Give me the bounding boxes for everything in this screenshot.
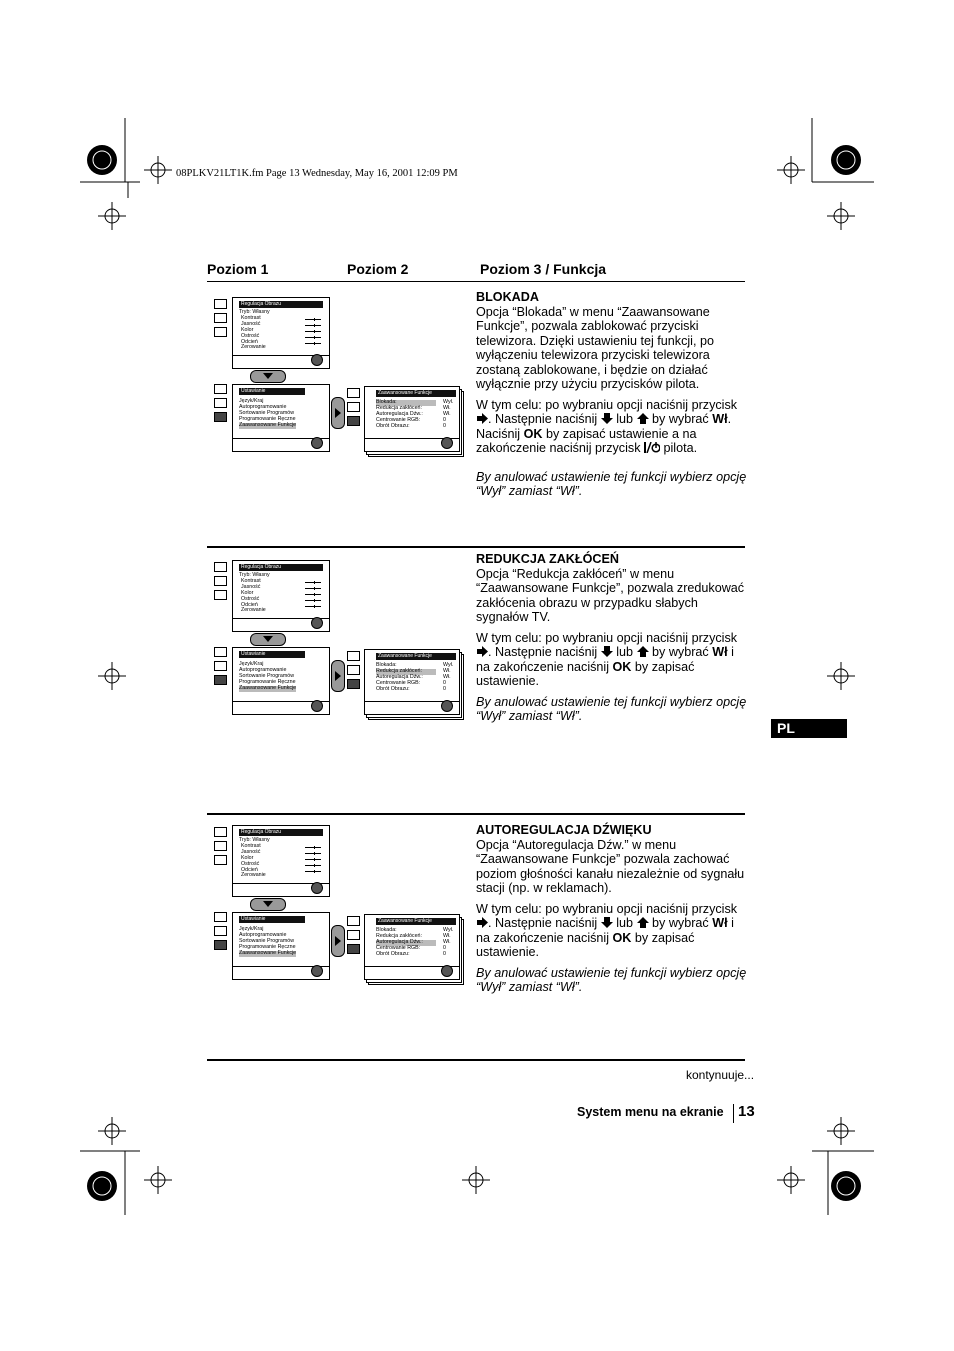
menu-rows [376,928,436,958]
menu-row: Blokada: [376,927,397,933]
picture-menu-icon [214,647,227,657]
menu-row: Sortowanie Programów [239,409,295,416]
menu-row: Blokada: [376,662,397,668]
clock-menu-icon [214,576,227,586]
menu-row: Odcień [241,338,258,345]
setup-menu-icon [347,944,360,954]
ok-icon [311,437,323,449]
menu-value: 0 [443,685,446,692]
menu-row: Jasność [241,583,261,590]
menu-title: Zaawansowane Funkcje [376,653,456,660]
menu-row: Centrowanie RGB: [376,679,421,686]
setup-menu-icon [347,679,360,689]
menu-value: 0 [443,950,446,957]
section-description: Opcja “Autoregulacja Dźw.” w menu “Zaawansowane Funkcje” pozwala zachować poziom głośności kanału niezależnie od sygnału stacji (np. w reklamach). [476,837,745,895]
header-level3: Poziom 3 / Funkcja [480,261,607,277]
menu-screen-level1 [232,825,330,897]
setup-menu-icon [214,675,227,685]
level-slider [305,582,321,583]
ok-icon [311,700,323,712]
menu-row: Kontrast [241,842,261,849]
menu-value: Wł. [443,932,451,939]
menu-row: Ostrość [241,595,260,602]
menu-row: Redukcja zakłóceń: [376,669,436,675]
section-instructions: W tym celu: po wybraniu opcji naciśnij przycisk . Następnie naciśnij lub by wybrać Wł i na zakończenie naciśnij OK by zapisać ustawienie. [476,901,738,959]
menu-value: 0 [443,944,446,951]
menu-row: Autoregulacja Dźw.: [376,673,423,680]
menu-row: Język/Kraj [239,398,264,404]
menu-value: Wł. [443,673,451,680]
section-title: BLOKADA [476,290,539,304]
menu-value: Wył. [443,927,454,933]
arrow-right-icon [476,413,488,424]
arrow-right-icon [476,646,488,657]
level-slider [305,319,321,320]
setup-menu-icon [214,855,227,865]
menu-rows [376,663,436,693]
menu-row: Jasność [241,848,261,855]
level-slider [305,325,321,326]
menu-row: Język/Kraj [239,661,264,667]
section-cancel-note: By anulować ustawienie tej funkcji wybierz opcję “Wył” zamiast “Wł”. [476,469,747,498]
menu-row: Kolor [241,326,254,333]
level-slider [305,588,321,589]
setup-menu-icon [214,412,227,422]
menu-value: Wł. [443,667,451,674]
menu-value: Wł. [443,404,451,411]
ok-icon [311,882,323,894]
ok-icon [441,700,453,712]
header-level2: Poziom 2 [347,261,409,277]
menu-row: Autoregulacja Dźw.: [376,410,423,417]
setup-menu-icon [347,416,360,426]
menu-row: Centrowanie RGB: [376,944,421,951]
clock-menu-icon [214,398,227,408]
clock-menu-icon [214,661,227,671]
picture-menu-icon [214,562,227,572]
menu-value: Wł. [443,410,451,417]
section-autoregulacja [476,823,751,1001]
setup-menu-icon [214,940,227,950]
menu-row: Odcień [241,866,258,873]
down-arrow-icon [250,370,286,383]
menu-screen-level2 [232,912,330,980]
footer-section-title: System menu na ekranie [577,1105,724,1119]
menu-row: Zerowanie [241,607,266,614]
down-arrow-icon [250,633,286,646]
menu-rows [239,399,296,429]
ok-icon [311,354,323,366]
section-instructions: W tym celu: po wybraniu opcji naciśnij przycisk . Następnie naciśnij lub by wybrać Wł. Naciśnij OK by zapisać ustawienie a na zakończenie naciśnij przycisk pilota. [476,397,738,455]
menu-row: Kontrast [241,577,261,584]
header-level1: Poziom 1 [207,261,269,277]
ok-icon [311,965,323,977]
menu-row: Język/Kraj [239,926,264,932]
level-slider [305,606,321,607]
clock-menu-icon [214,313,227,323]
level-slider [305,337,321,338]
section-description: Opcja “Redukcja zakłóceń” w menu “Zaawansowane Funkcje”, pozwala zredukować zakłócenia obrazu w przypadku słabych sygnałów TV. [476,566,745,624]
menu-title: Regulacja Obrazu [239,829,323,836]
clock-menu-icon [347,402,360,412]
menu-row: Kolor [241,854,254,861]
menu-row: Autoprogramowanie [239,666,287,673]
section-redukcja [476,552,751,730]
arrow-up-icon [637,413,649,424]
ok-icon [441,965,453,977]
setup-menu-icon [214,327,227,337]
section-cancel-note: By anulować ustawienie tej funkcji wybierz opcję “Wył” zamiast “Wł”. [476,694,747,723]
right-arrow-icon [331,660,345,692]
menu-value: Wył. [443,399,454,405]
section-divider [207,1059,745,1061]
level-slider [305,853,321,854]
menu-rows [239,662,296,692]
arrow-down-icon [601,646,613,657]
level-slider [305,871,321,872]
menu-value: 0 [443,422,446,429]
menu-row: Obrót Obrazu: [376,685,410,692]
menu-row: Sortowanie Programów [239,672,295,679]
menu-title: Zaawansowane Funkcje [376,390,456,397]
menu-row: Redukcja zakłóceń: [376,932,422,939]
menu-rows [239,573,270,614]
page-number: 13 [738,1103,755,1120]
continues-note: kontynuuje... [686,1068,755,1082]
section-blokada [476,290,751,505]
menu-title: Regulacja Obrazu [239,564,323,571]
menu-screen-level3 [364,386,460,452]
menu-row: Autoregulacja Dźw.: [376,940,436,946]
menu-row: Jasność [241,320,261,327]
menu-row: Kontrast [241,314,261,321]
menu-screen-level3 [364,649,460,715]
menu-row: Redukcja zakłóceń: [376,404,422,411]
level-slider [305,594,321,595]
menu-rows [376,400,436,430]
setup-menu-icon [214,590,227,600]
clock-menu-icon [214,926,227,936]
standby-icon [644,442,660,453]
level-slider [305,343,321,344]
right-arrow-icon [331,925,345,957]
file-info: 08PLKV21LT1K.fm Page 13 Wednesday, May 16, 2001 12:09 PM [176,168,458,179]
menu-row: Programowanie Ręczne [239,678,296,685]
menu-row: Autoprogramowanie [239,931,287,938]
menu-row: Centrowanie RGB: [376,416,421,423]
menu-screen-level2 [232,647,330,715]
menu-value: Wł. [443,938,451,945]
menu-title: Ustawianie [239,388,305,395]
menu-row: Sortowanie Programów [239,937,295,944]
menu-row: Kolor [241,589,254,596]
menu-title: Regulacja Obrazu [239,301,323,308]
section-divider [207,546,745,548]
menu-title: Ustawianie [239,916,305,923]
picture-menu-icon [214,384,227,394]
menu-row: Programowanie Ręczne [239,943,296,950]
clock-menu-icon [347,665,360,675]
section-title: AUTOREGULACJA DŹWIĘKU [476,823,652,837]
header-rule [207,281,745,282]
section-description: Opcja “Blokada” w menu “Zaawansowane Funkcje”, pozwala zablokować przyciski telewizora. Dzięki ustawieniu tej funkcji, po wyłączeniu telewizora przyciski telewizora zostaną zablokowane, i będzie on działać wyłącznie przy użyciu przycisków pilota. [476,304,714,391]
menu-row: Odcień [241,601,258,608]
right-arrow-icon [331,397,345,429]
menu-row: Obrót Obrazu: [376,950,410,957]
menu-rows [239,310,270,351]
clock-menu-icon [347,930,360,940]
menu-title: Ustawianie [239,651,305,658]
menu-row: Ostrość [241,332,260,339]
menu-screen-level1 [232,297,330,369]
level-slider [305,859,321,860]
menu-row: Programowanie Ręczne [239,415,296,422]
section-cancel-note: By anulować ustawienie tej funkcji wybierz opcję “Wył” zamiast “Wł”. [476,965,747,994]
menu-screen-level2 [232,384,330,452]
section-divider [207,813,745,815]
section-instructions: W tym celu: po wybraniu opcji naciśnij przycisk . Następnie naciśnij lub by wybrać Wł i na zakończenie naciśnij OK by zapisać ustawienie. [476,630,738,688]
menu-screen-level3 [364,914,460,980]
language-tab: PL [771,719,847,738]
menu-screen-level1 [232,560,330,632]
picture-menu-icon [347,388,360,398]
menu-row: Tryb: Własny [239,837,270,843]
down-arrow-icon [250,898,286,911]
menu-row: Blokada: [376,400,436,406]
arrow-down-icon [601,917,613,928]
picture-menu-icon [214,299,227,309]
level-slider [305,847,321,848]
menu-value: 0 [443,679,446,686]
picture-menu-icon [214,827,227,837]
menu-row: Obrót Obrazu: [376,422,410,429]
menu-row: Ostrość [241,860,260,867]
menu-row: Zaawansowane Funkcje [239,949,297,956]
menu-row: Zaawansowane Funkcje [239,421,297,428]
ok-icon [441,437,453,449]
menu-rows [239,927,296,957]
picture-menu-icon [347,651,360,661]
menu-value: 0 [443,416,446,423]
level-slider [305,865,321,866]
arrow-up-icon [637,646,649,657]
page-number-divider [733,1104,734,1123]
menu-title: Zaawansowane Funkcje [376,918,456,925]
clock-menu-icon [214,841,227,851]
ok-icon [311,617,323,629]
level-slider [305,600,321,601]
menu-row: Zerowanie [241,344,266,351]
arrow-down-icon [601,413,613,424]
menu-value: Wył. [443,662,454,668]
menu-rows [239,838,270,879]
menu-row: Autoprogramowanie [239,403,287,410]
arrow-right-icon [476,917,488,928]
arrow-up-icon [637,917,649,928]
menu-row: Tryb: Własny [239,309,270,315]
level-slider [305,331,321,332]
picture-menu-icon [347,916,360,926]
menu-row: Tryb: Własny [239,572,270,578]
menu-row: Zaawansowane Funkcje [239,684,297,691]
menu-row: Zerowanie [241,872,266,879]
picture-menu-icon [214,912,227,922]
section-title: REDUKCJA ZAKŁÓCEŃ [476,552,619,566]
